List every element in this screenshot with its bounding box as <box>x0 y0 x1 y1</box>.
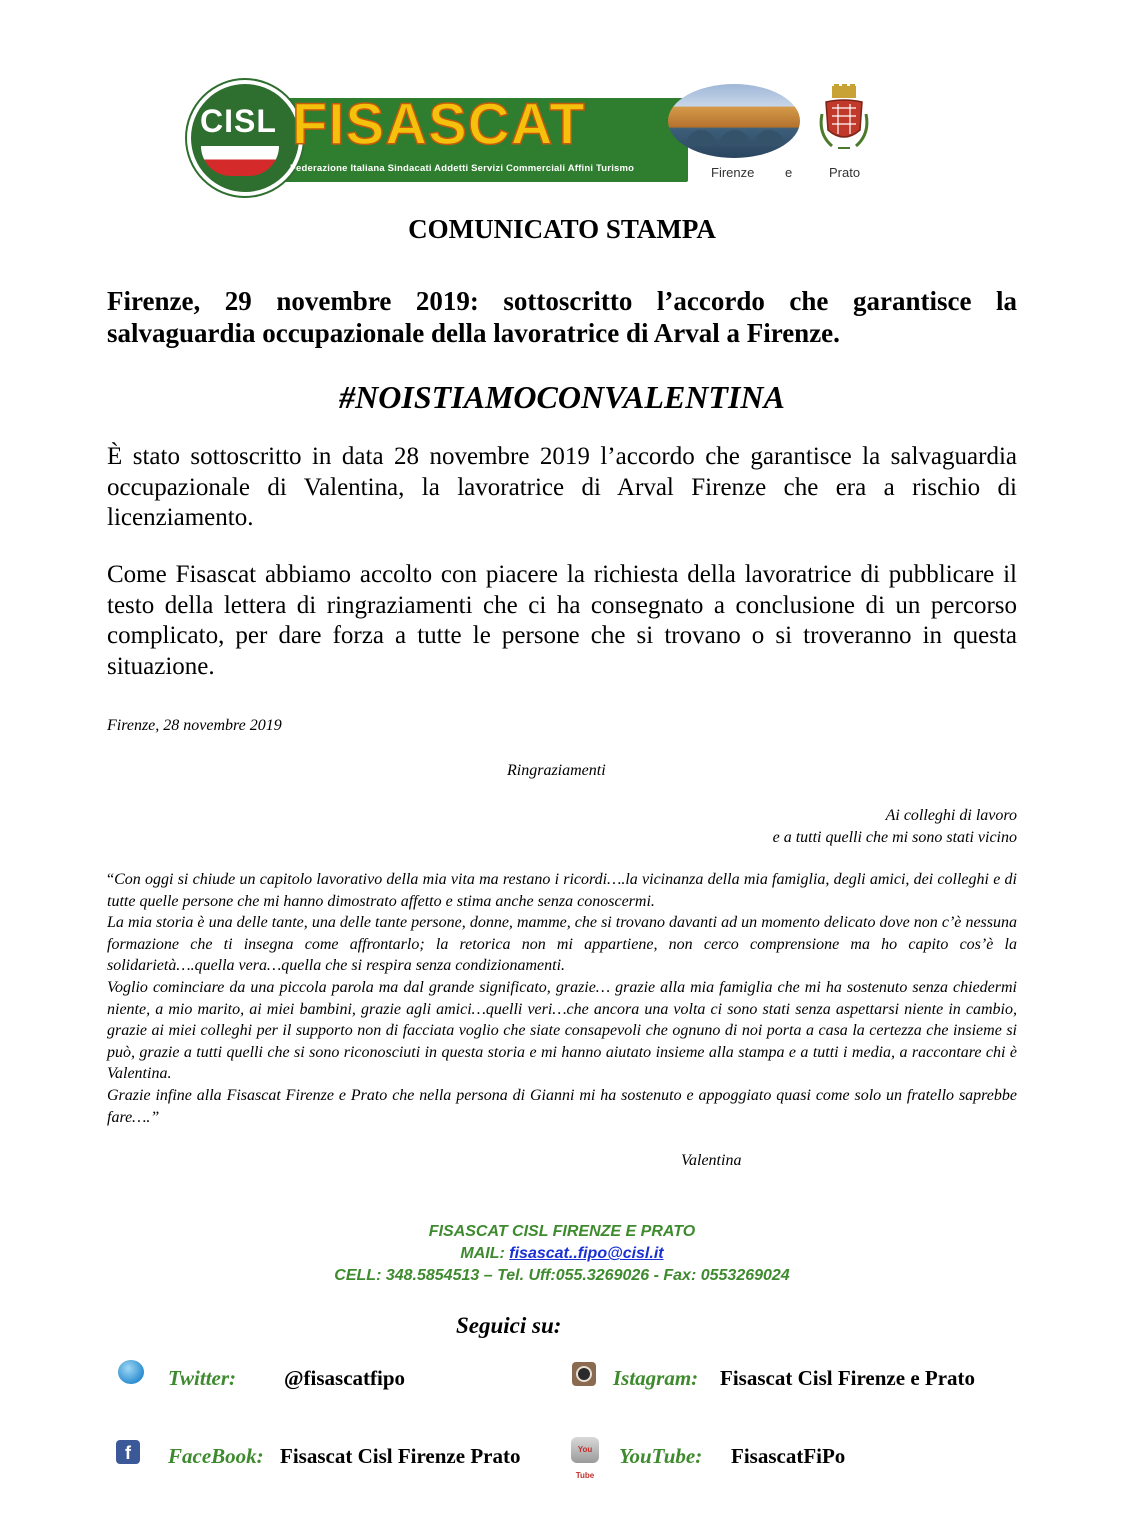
twitter-handle[interactable]: @fisascatfipo <box>284 1366 406 1390</box>
instagram-icon[interactable] <box>572 1362 596 1386</box>
prato-coat-of-arms-icon <box>818 84 870 154</box>
instagram-label: Istagram: <box>613 1366 699 1390</box>
label-e: e <box>785 165 793 180</box>
fisascat-logo-text: FISASCAT <box>292 92 586 157</box>
contact-phones: CELL: 348.5854513 – Tel. Uff:055.3269026 - Fax: 0553269024 <box>334 1267 790 1284</box>
cisl-logo-text: CISL <box>200 103 277 139</box>
mail-link[interactable]: fisascat..fipo@cisl.it <box>509 1245 664 1262</box>
instagram-handle[interactable]: Fisascat Cisl Firenze e Prato <box>720 1366 976 1390</box>
facebook-handle[interactable]: Fisascat Cisl Firenze Prato <box>280 1444 521 1468</box>
contact-org: FISASCAT CISL FIRENZE E PRATO <box>428 1223 696 1240</box>
letter-date: Firenze, 28 novembre 2019 <box>107 717 282 734</box>
fisascat-logo-subtitle: Federazione Italiana Sindacati Addetti Servizi Commerciali Affini Turismo <box>290 163 635 174</box>
twitter-label: Twitter: <box>168 1366 237 1390</box>
contact-mail <box>107 1245 1017 1263</box>
letter-paragraph-1: Con oggi si chiude un capitolo lavorativo della mia vita ma restano i ricordi….la vicinanza della mia famiglia, degli amici, dei colleghi e di tutte quelle persone che mi hanno dimostrato affetto e stima anche senza conoscermi. <box>107 871 1017 910</box>
letter-paragraph-4: Grazie infine alla Fisascat Firenze e Prato che nella persona di Gianni mi ha sostenuto e appoggiato quasi come solo un fratello saprebbe fare….” <box>107 1086 1017 1126</box>
paragraph-1: È stato sottoscritto in data 28 novembre 2019 l’accordo che garantisce la salvaguardia occupazionale di Valentina, la lavoratrice di Arval Firenze che era a rischio di licenziamento. <box>107 443 1017 531</box>
youtube-label: YouTube: <box>619 1444 703 1468</box>
paragraph-2: Come Fisascat abbiamo accolto con piacere la richiesta della lavoratrice di pubblicare il testo della lettera di ringraziamenti che ci ha consegnato a conclusione di un percorso complicato, per dare forza a tutte le persone che si trovano o si troveranno in questa situazione. <box>107 561 1017 680</box>
open-quote: “ <box>107 871 115 888</box>
letter-signature: Valentina <box>681 1152 742 1169</box>
label-prato: Prato <box>829 165 861 180</box>
recipient-line-2: e a tutti quelli che mi sono stati vicino <box>772 829 1017 846</box>
facebook-label: FaceBook: <box>168 1444 264 1468</box>
headline: Firenze, 29 novembre 2019: sottoscritto l’accordo che garantisce la salvaguardia occupazionale della lavoratrice di Arval a Firenze. <box>107 286 1017 348</box>
ponte-vecchio-image <box>668 84 800 158</box>
letter-heading: Ringraziamenti <box>507 762 606 779</box>
letter-body <box>107 869 1017 1128</box>
hashtag: #NOISTIAMOCONVALENTINA <box>339 379 785 415</box>
letter-paragraph-3: Voglio cominciare da una piccola parola ma dal grande significato, grazie… grazie alla mia famiglia che mi ha sostenuto senza chiedermi niente, a mio marito, ai miei bambini, grazie agli amici…quelli veri…che ancora una volta ci sono stati senza aspettarsi niente in cambio, grazie ai miei colleghi per il supporto non di facciata voglio che siate consapevoli che ognuno di noi porta a casa la certezza che insieme si può, grazie a tutti quelli che si sono riconosciuti in questa storia e mi hanno aiutato insieme alla stampa e a tutti i media, a raccontare chi è Valentina. <box>107 978 1017 1083</box>
page-title: COMUNICATO STAMPA <box>408 214 716 244</box>
letter-paragraph-2: La mia storia è una delle tante, una delle tante persone, donne, mamme, che si trovano davanti ad un momento delicato dove non c’è nessuna formazione che ti insegna come affrontarlo; la retorica non mi appartiene, non cerco comprensione ma ho capito cos’è la solidarietà….quella vera…quella che si respira senza condizionamenti. <box>107 914 1017 975</box>
recipient-line-1: Ai colleghi di lavoro <box>885 807 1017 824</box>
mail-label: MAIL: <box>460 1245 505 1262</box>
letter-recipient <box>600 805 1017 849</box>
youtube-handle[interactable]: FisascatFiPo <box>731 1444 846 1468</box>
twitter-icon[interactable] <box>118 1360 144 1384</box>
label-firenze: Firenze <box>711 165 755 180</box>
youtube-icon[interactable]: You Tube <box>571 1437 599 1463</box>
facebook-icon[interactable]: f <box>116 1440 140 1464</box>
social-heading: Seguici su: <box>456 1313 562 1338</box>
